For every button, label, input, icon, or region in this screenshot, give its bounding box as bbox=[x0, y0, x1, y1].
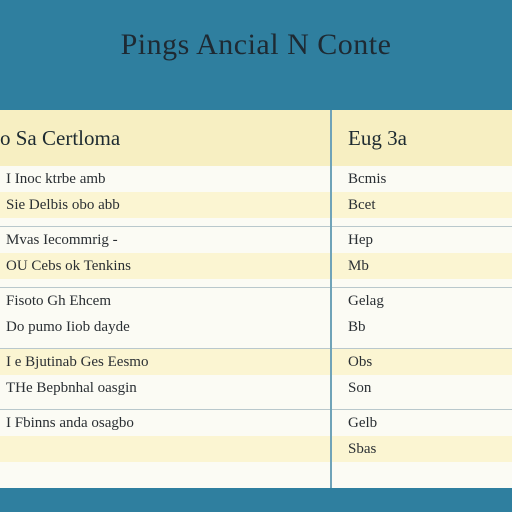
row-right-cell: Hep bbox=[348, 231, 373, 248]
table-row bbox=[0, 192, 512, 218]
row-left-cell: Mvas Iecommrig - bbox=[6, 231, 118, 248]
page-title: Pings Ancial N Conte bbox=[120, 28, 392, 61]
table-row bbox=[0, 287, 512, 314]
row-left-cell: I Fbinns anda osagbo bbox=[6, 414, 134, 431]
row-right-cell: Obs bbox=[348, 353, 373, 370]
row-right-cell: Gelb bbox=[348, 414, 378, 431]
row-gap bbox=[0, 218, 512, 226]
header-right-label: Eug 3a bbox=[348, 125, 407, 150]
table-row bbox=[0, 348, 512, 375]
row-left-cell: Sie Delbis obo abb bbox=[6, 196, 120, 213]
row-right-cell: Bcmis bbox=[348, 170, 387, 187]
row-right-cell: Mb bbox=[348, 257, 369, 274]
row-gap bbox=[0, 401, 512, 409]
row-left-cell: THe Bepbnhal oasgin bbox=[6, 379, 137, 396]
table-row bbox=[0, 314, 512, 340]
row-right-cell: Bcet bbox=[348, 196, 376, 213]
row-left-cell: I Inoc ktrbe amb bbox=[6, 170, 106, 187]
row-left-cell: I e Bjutinab Ges Eesmo bbox=[6, 353, 149, 370]
row-left-cell: Fisoto Gh Ehcem bbox=[6, 292, 111, 309]
row-right-cell: Sbas bbox=[348, 440, 377, 457]
row-left-cell: OU Cebs ok Tenkins bbox=[6, 257, 131, 274]
row-right-cell: Son bbox=[348, 379, 372, 396]
table-row bbox=[0, 226, 512, 253]
table-row bbox=[0, 436, 512, 462]
row-gap bbox=[0, 340, 512, 348]
row-gap bbox=[0, 279, 512, 287]
table-row bbox=[0, 375, 512, 401]
table-row bbox=[0, 409, 512, 436]
table-panel bbox=[0, 110, 512, 488]
header-right bbox=[332, 110, 512, 166]
table-row bbox=[0, 166, 512, 192]
row-right-cell: Gelag bbox=[348, 292, 384, 309]
row-left-cell: Do pumo Iiob dayde bbox=[6, 318, 130, 335]
header-left bbox=[0, 110, 330, 166]
column-divider bbox=[330, 110, 332, 488]
table-body bbox=[0, 166, 512, 462]
table-row bbox=[0, 253, 512, 279]
header-left-label: o Sa Certloma bbox=[0, 125, 121, 150]
row-right-cell: Bb bbox=[348, 318, 366, 335]
